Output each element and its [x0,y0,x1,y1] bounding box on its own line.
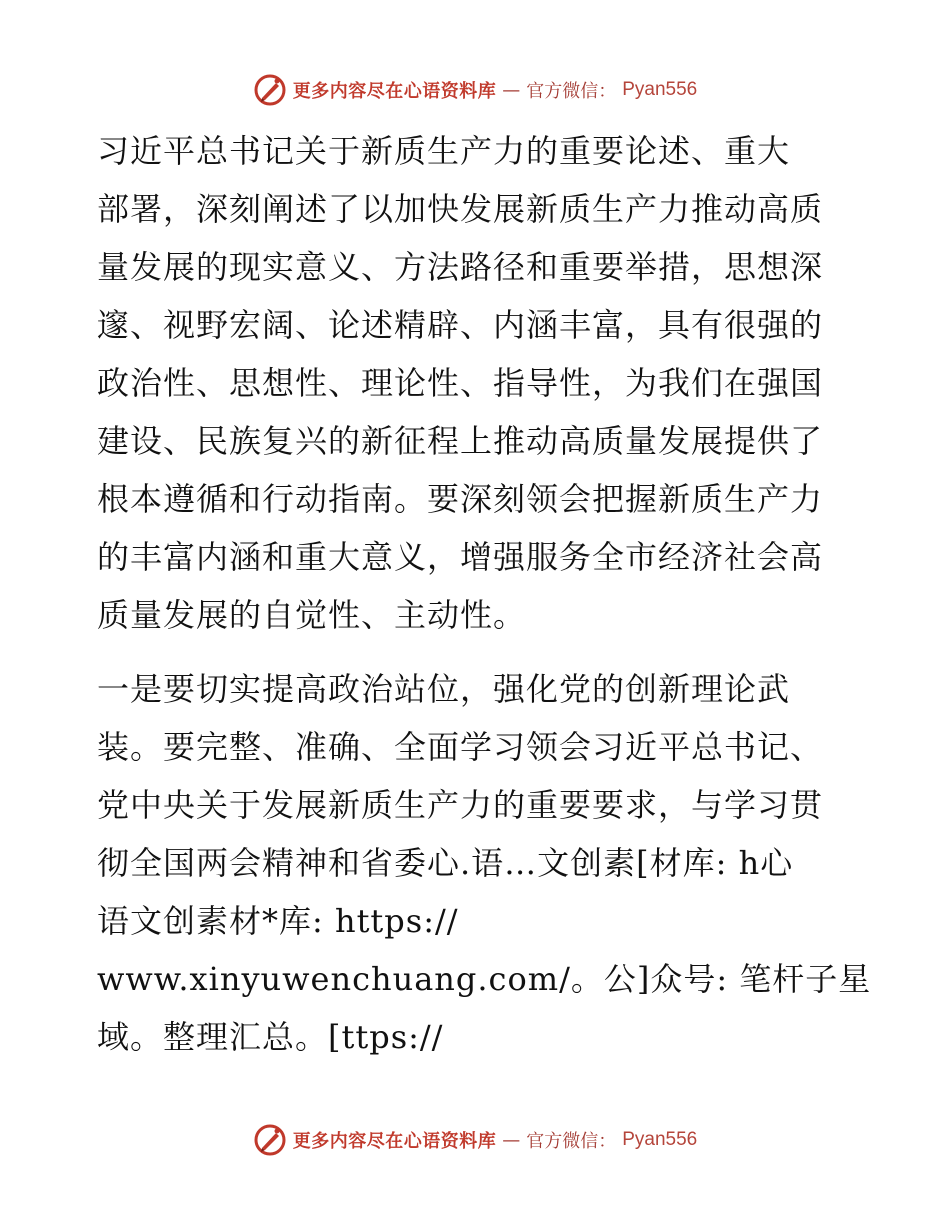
text-line: 量发展的现实意义、方法路径和重要举措，思想深 [97,248,824,286]
text-line: 质量发展的自觉性、主动性。 [97,596,527,634]
banner-main-text: 更多内容尽在心语资料库 [292,81,497,102]
text-line: 域。整理汇总。[ttps:// [97,1018,444,1056]
pen-in-circle-icon [253,73,287,107]
document-body [97,122,872,1082]
text-line: 根本遵循和行动指南。要深刻领会把握新质生产力 [97,480,824,518]
text-line: 建设、民族复兴的新征程上推动高质量发展提供了 [97,422,824,460]
footer-banner [0,1120,950,1160]
banner-wechat-id: Pyan556 [622,1129,698,1150]
banner-separator: — [502,79,521,101]
text-line: www.xinyuwenchuang.com/。公]众号: 笔杆子星 [97,960,872,998]
banner-main-text: 更多内容尽在心语资料库 [292,1131,497,1152]
text-line: 部署，深刻阐述了以加快发展新质生产力推动高质 [97,190,824,228]
text-line: 彻全国两会精神和省委心.语…文创素[材库: h心 [97,844,794,882]
paragraph-2 [97,660,872,1066]
banner-wechat-label: 官方微信： [526,1131,617,1152]
pen-in-circle-icon [253,1123,287,1157]
paragraph-1 [97,122,857,644]
text-line: 习近平总书记关于新质生产力的重要论述、重大 [97,132,791,170]
text-line: 装。要完整、准确、全面学习领会习近平总书记、 [97,728,824,766]
text-line: 党中央关于发展新质生产力的重要要求，与学习贯 [97,786,824,824]
text-line: 邃、视野宏阔、论述精辟、内涵丰富，具有很强的 [97,306,824,344]
text-line: 的丰富内涵和重大意义，增强服务全市经济社会高 [97,538,824,576]
banner-separator: — [502,1129,521,1151]
header-banner [0,70,950,110]
banner-wechat-label: 官方微信： [526,81,617,102]
text-line: 一是要切实提高政治站位，强化党的创新理论武 [97,670,791,708]
text-line: 语文创素材*库: https:// [97,902,459,940]
banner-wechat-id: Pyan556 [622,79,698,100]
text-line: 政治性、思想性、理论性、指导性，为我们在强国 [97,364,824,402]
